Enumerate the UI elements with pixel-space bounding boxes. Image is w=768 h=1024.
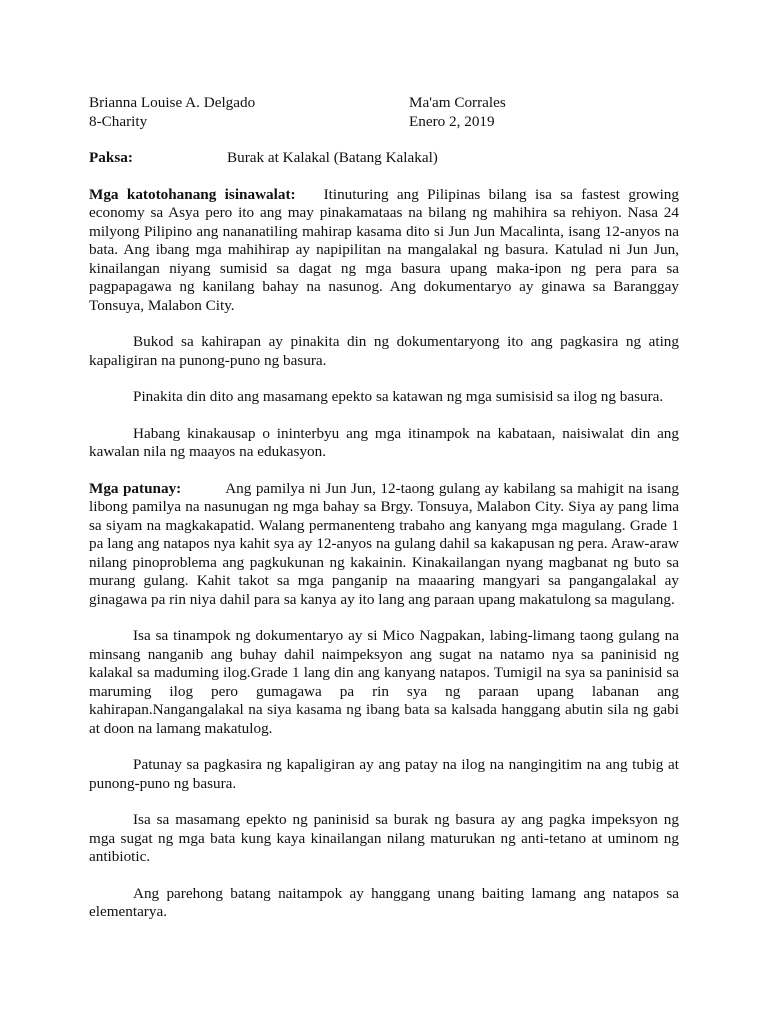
- facts-paragraph: Pinakita din dito ang masamang epekto sa katawan ng mga sumisisid sa ilog ng basura.: [133, 388, 664, 405]
- header-row-1: [89, 94, 679, 113]
- facts-paragraph-block-2: [89, 388, 679, 407]
- facts-paragraph: Bukod sa kahirapan ay pinakita din ng dokumentaryong ito ang pagkasira ng ating kapaligiran na punong-puno ng basura.: [89, 333, 679, 369]
- facts-paragraph-block-3: [89, 425, 679, 462]
- proofs-paragraph: Isa sa tinampok ng dokumentaryo ay si Mico Nagpakan, labing-limang taong gulang na minsang nanganib ang buhay dahil naimpeksyon ang sugat na natamo nya sa paninisid ng kalakal sa maduming ilog.Grade 1 lang din ang kanyang natapos. Tumigil na sya sa paninisid sa maruming ilog pero gumagawa pa rin sya ng paraan upang labanan ang kahirapan.Nangangalakal na siya kasama ng ibang bata sa kalsada hanggang abutin sila ng gabi at doon na lamang makatulog.: [89, 627, 679, 737]
- facts-intro-text: Itinuturing ang Pilipinas bilang isa sa fastest growing economy sa Asya pero ito ang may pinakamataas na bilang ng mahihira sa rehiyon. Nasa 24 milyong Pilipino ang nananatiling mahirap kasama dito si Jun Jun Macalinta, isang 12-anyos na bata. Ang ibang mga mahihirap ay napipilitan na mangalakal ng basura. Katulad ni Jun Jun, kinailangan niyang sumisid sa dagat ng mga basura upang maka-ipon ng pera para sa pagpapagawa ng kanilang bahay na nasunog. Ang dokumentaryo ay ginawa sa Baranggay Tonsuya, Malabon City.: [89, 185, 679, 314]
- document-date: Enero 2, 2019: [409, 112, 495, 130]
- proofs-label: Mga patunay:: [89, 479, 182, 497]
- topic-value: Burak at Kalakal (Batang Kalakal): [227, 149, 438, 166]
- class-section: 8-Charity: [89, 112, 148, 130]
- facts-paragraph: Habang kinakausap o ininterbyu ang mga itinampok na kabataan, naisiwalat din ang kawalan nila ng maayos na edukasyon.: [89, 424, 679, 460]
- student-name: Brianna Louise A. Delgado: [89, 94, 256, 111]
- facts-paragraph-block-1: [89, 333, 679, 370]
- proofs-paragraph: Patunay sa pagkasira ng kapaligiran ay ang patay na ilog na nangingitim na ang tubig at punong-puno ng basura.: [89, 756, 679, 792]
- facts-section: [89, 186, 679, 316]
- proofs-section: [89, 480, 679, 610]
- proofs-paragraph-block-4: [89, 885, 679, 922]
- proofs-paragraph: Isa sa masamang epekto ng paninisid sa burak ng basura ay ang pagka impeksyon ng mga sugat ng mga bata kung kaya kinailangan nilang maturukan ng anti-tetano at uminom ng antibiotic.: [89, 811, 679, 865]
- topic-label: Paksa:: [89, 149, 133, 166]
- facts-label: Mga katotohanang isinawalat:: [89, 185, 296, 203]
- proofs-intro-text: Ang pamilya ni Jun Jun, 12-taong gulang ay kabilang sa mahigit na isang libong pamilya na nasunugan ng mga bahay sa Brgy. Tonsuya, Malabon City. Siya ay pang lima sa siyam na magkakapatid. Walang permanenteng trabaho ang kanyang mga magulang. Grade 1 pa lang ang natapos nya kahit sya ay 12-anyos na gulang dahil sa kakapusan ng pera. Araw-araw nilang pinoproblema ang pagkukunan ng kakainin. Kinakailangan nyang magbanat ng buto sa murang gulang. Kahit takot sa mga panganip na maaaring mangyari sa pangangalakal ay ginagawa pa rin niya dahil para sa kanya ay ito lang ang paraan upang makatulong sa magulang.: [89, 479, 679, 608]
- proofs-paragraph-block-3: [89, 811, 679, 867]
- proofs-paragraph: Ang parehong batang naitampok ay hanggang unang baiting lamang ang natapos sa elementarya.: [89, 884, 679, 920]
- teacher-name: Ma'am Corrales: [409, 94, 506, 111]
- facts-intro-paragraph: [89, 186, 679, 316]
- topic-line: [89, 149, 679, 168]
- header-row-2: [89, 113, 679, 132]
- proofs-intro-paragraph: [89, 480, 679, 610]
- proofs-paragraph-block-1: [89, 627, 679, 738]
- document-page: [89, 94, 679, 922]
- proofs-paragraph-block-2: [89, 756, 679, 793]
